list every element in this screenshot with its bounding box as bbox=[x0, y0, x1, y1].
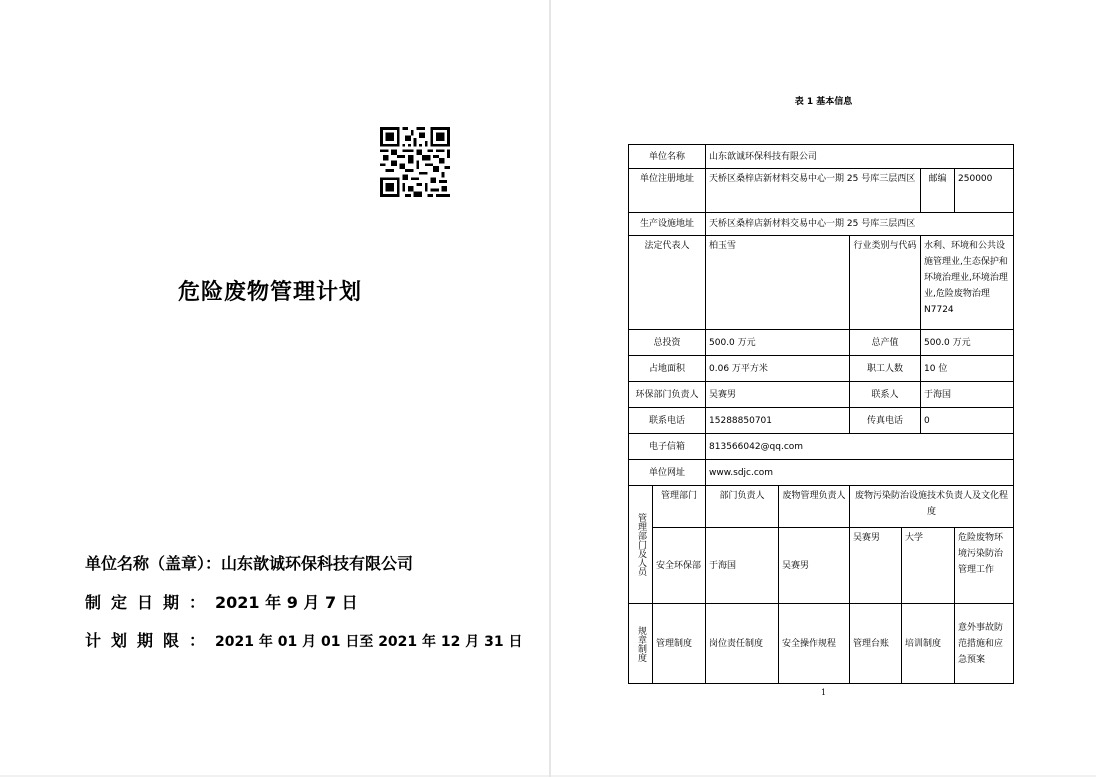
right-page bbox=[551, 0, 1096, 775]
area-label-cell: 占地面积 bbox=[629, 356, 706, 382]
mgmt-head-header: 部门负责人 bbox=[706, 486, 779, 528]
basic-info-table bbox=[628, 144, 1014, 684]
term-value: 2021 年 01 月 01 日至 2021 年 12 月 31 日 bbox=[215, 634, 523, 650]
fax-cell: 0 bbox=[921, 408, 1014, 434]
mgmt-waste-cell: 吴赛男 bbox=[779, 528, 850, 604]
table-caption: 表 1 基本信息 bbox=[794, 97, 853, 107]
staff-label-cell: 职工人数 bbox=[850, 356, 921, 382]
date-line bbox=[85, 590, 358, 613]
unit-name-cell: 山东歆诚环保科技有限公司 bbox=[706, 145, 1014, 169]
phone-cell: 15288850701 bbox=[706, 408, 850, 434]
env-head-label-cell: 环保部门负责人 bbox=[629, 382, 706, 408]
rule-item: 岗位责任制度 bbox=[706, 604, 779, 684]
industry-label-cell: 行业类别与代码 bbox=[850, 236, 921, 330]
qr-code-icon bbox=[380, 127, 450, 197]
output-label-cell: 总产值 bbox=[850, 330, 921, 356]
reg-addr-cell: 天桥区桑梓店新材料交易中心一期 25 号库三层西区 bbox=[706, 169, 921, 213]
unit-name-label-cell: 单位名称 bbox=[629, 145, 706, 169]
term-line bbox=[85, 628, 523, 651]
postcode-label-cell: 邮编 bbox=[921, 169, 955, 213]
investment-cell: 500.0 万元 bbox=[706, 330, 850, 356]
fax-label-cell: 传真电话 bbox=[850, 408, 921, 434]
prod-addr-cell: 天桥区桑梓店新材料交易中心一期 25 号库三层西区 bbox=[706, 213, 1014, 236]
website-cell: www.sdjc.com bbox=[706, 460, 1014, 486]
page-number: 1 bbox=[820, 688, 827, 697]
date-value: 2021 年 9 月 7 日 bbox=[215, 593, 358, 612]
contact-cell: 于海国 bbox=[921, 382, 1014, 408]
mgmt-dept-header: 管理部门 bbox=[653, 486, 706, 528]
legal-rep-label-cell: 法定代表人 bbox=[629, 236, 706, 330]
output-cell: 500.0 万元 bbox=[921, 330, 1014, 356]
rule-item: 意外事故防范措施和应急预案 bbox=[955, 604, 1014, 684]
mgmt-section-label: 管理部门及人员 bbox=[636, 513, 646, 576]
rule-item: 管理制度 bbox=[653, 604, 706, 684]
rules-section-label-cell bbox=[629, 604, 653, 684]
env-head-cell: 吴赛男 bbox=[706, 382, 850, 408]
rules-section-label: 规章制度 bbox=[636, 625, 646, 662]
industry-cell: 水利、环境和公共设施管理业,生态保护和环境治理业,环境治理业,危险废物治理 N7724 bbox=[921, 236, 1014, 330]
prod-addr-label-cell: 生产设施地址 bbox=[629, 213, 706, 236]
rule-item: 培训制度 bbox=[902, 604, 955, 684]
email-cell: 813566042@qq.com bbox=[706, 434, 1014, 460]
mgmt-waste-header: 废物管理负责人 bbox=[779, 486, 850, 528]
postcode-cell: 250000 bbox=[955, 169, 1014, 213]
mgmt-dept-cell: 安全环保部 bbox=[653, 528, 706, 604]
mgmt-tech-work-cell: 危险废物环境污染防治管理工作 bbox=[955, 528, 1014, 604]
unit-name-value: 山东歆诚环保科技有限公司 bbox=[221, 554, 414, 573]
email-label-cell: 电子信箱 bbox=[629, 434, 706, 460]
phone-label-cell: 联系电话 bbox=[629, 408, 706, 434]
document-title: 危险废物管理计划 bbox=[178, 280, 363, 305]
date-label: 制定日期： bbox=[85, 593, 216, 612]
investment-label-cell: 总投资 bbox=[629, 330, 706, 356]
unit-name-label: 单位名称（盖章）： bbox=[85, 554, 222, 573]
legal-rep-cell: 柏玉雪 bbox=[706, 236, 850, 330]
mgmt-tech-edu-cell: 大学 bbox=[902, 528, 955, 604]
staff-cell: 10 位 bbox=[921, 356, 1014, 382]
mgmt-section-label-cell bbox=[629, 486, 653, 604]
mgmt-tech-name-cell: 吴赛男 bbox=[850, 528, 902, 604]
area-cell: 0.06 万平方米 bbox=[706, 356, 850, 382]
unit-name-line bbox=[85, 551, 413, 574]
rule-item: 安全操作规程 bbox=[779, 604, 850, 684]
mgmt-head-cell: 于海国 bbox=[706, 528, 779, 604]
mgmt-tech-header: 废物污染防治设施技术负责人及文化程度 bbox=[850, 486, 1014, 528]
website-label-cell: 单位网址 bbox=[629, 460, 706, 486]
rule-item: 管理台账 bbox=[850, 604, 902, 684]
contact-label-cell: 联系人 bbox=[850, 382, 921, 408]
term-label: 计划期限： bbox=[85, 631, 216, 650]
left-page bbox=[0, 0, 549, 775]
reg-addr-label-cell: 单位注册地址 bbox=[629, 169, 706, 213]
